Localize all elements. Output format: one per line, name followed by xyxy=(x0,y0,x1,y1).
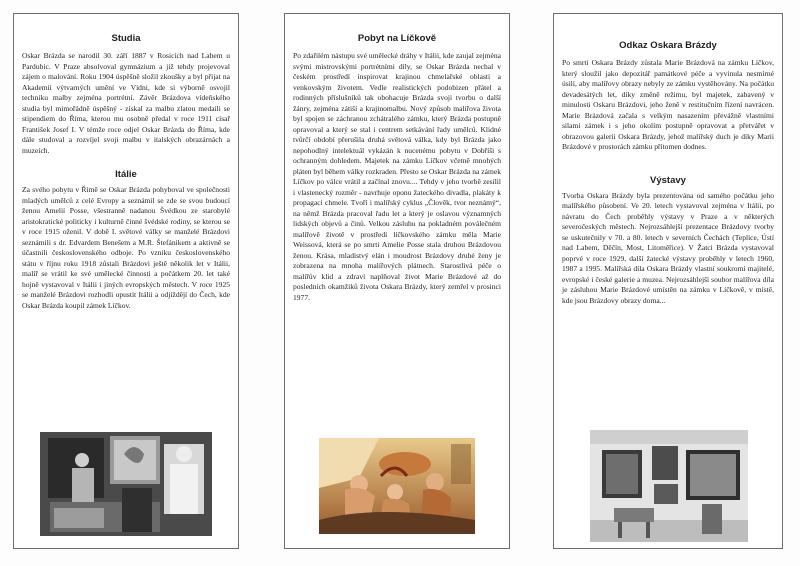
studia-heading: Studia xyxy=(111,33,141,44)
artist-in-studio-photo xyxy=(14,424,238,538)
pobyt-heading: Pobyt na Líčkově xyxy=(357,33,437,44)
vystavy-text: Tvorba Oskara Brázdy byla prezentována od samého počátku jeho malířského působení. Ve 20. letech vystavoval zejména v Itálii, po návratu do Čech proběhly výstavy v Praze a v některých severočeských městech. Nejrozsáhlejší prezentace Brázdovy tvorby se uskutečnily v 70. a 80. letech v severních Čechách (Teplice, Ústí nad Labem, Děčín, Most, Litoměřice). V Žatci Brázda vystavoval poprvé v roce 1929, další žatecké výstavy proběhly v letech 1960, 1987 a 1995. Malířská díla Oskara Brázdy vlastní soukromí majitelé, evropské i české galerie a muzea. Nejrozsáhlejší soubor malířova díla je zásluhou Marie Brázdové umístěn na zámku v Líčkově, v místě, kde jsou Brázdovy obrazy doma... xyxy=(562,190,774,305)
studia-text: Oskar Brázda se narodil 30. září 1887 v Rosicích nad Labem u Pardubic. V Praze absolvoval gymnázium a již tehdy projevoval zájem o malování. Roku 1904 úspěšně složil zkoušky a byl přijat na Akademii výtvarných umění ve Vídni, kde si výborně osvojil techniku malby zejména portrétní. Závěr Brázdova vídeňského studia byl mimořádně úspěšný - získal za malbu zlatou medaili se stipendiem do Říma, kterou mu osobně předal v roce 1911 císař František Josef I. V témže roce odjel Oskar Brázda do Říma, kde dále studoval a rozvíjel svoji malbu v italských obrazárnách a muzeích. xyxy=(22,51,230,155)
panel-odkaz-vystavy xyxy=(553,13,783,549)
odkaz-heading: Odkaz Oskara Brázdy xyxy=(619,40,717,51)
gallery-interior-photo xyxy=(554,424,782,546)
vystavy-heading: Výstavy xyxy=(650,174,686,186)
panel-pobyt xyxy=(284,13,510,549)
panel-studia-italie xyxy=(13,13,239,549)
pobyt-text: Po zdařilém nástupu své umělecké dráhy v Itálii, kde zaujal zejména svými mistrovskými portrétními díly, se Oskar Brázda nechal v českém prostředí inspirovat krajinou chmelařské oblasti a venkovským životem. Vedle realistických podobizen přátel a rodinných příslušníků tak obohacuje Brázda svoji tvorbu o další žánry, zejména zátiší a krajinomalbu. Nový způsob malířova života byl spojen se záchranou zchátralého zámku, který Brázda postupně opravoval a který se stal i centrem setkávání řady umělců. Klidné tvůrčí období přerušila druhá světová válka, kdy byl Brázda jako nepohodlný intelektuál vykázán k nucenému pobytu v Dobříši s ochranným dohledem. Majetek na zámku Líčkov včetně mnohých pláten byl během války rozkraden. Přesto se Oskar Brázda na zámek Líčkov po válce vrátil a začínal znovu.... Tehdy v jeho tvorbě zesílil i vlastenecký rozměr - navrhuje oponu žateckého divadla, plakáty k propagaci chmele. Tvoří i malířský cyklus „Člověk, tvor neznámý“, na němž Brázda pracoval řadu let a který je oslavou významných lidských objevů a činů. Velkou zásluhu na pokladném poválečném malířově životě v prostředí líčkovského zámku měla Marie Weissová, která se po smrti Amelie Posse stala druhou Brázdovou ženou. Krása, mladistvý elán i moudrost Brázdovy druhé ženy je zobrazena na mnoha malířových plátnech. Starostlivá péče o malířův klid a zdraví naplňoval život Marie Brázdové až do posledních okamžiků života Oskara Brázdy, který zemřel v prosinci 1977. xyxy=(293,51,501,302)
allegorical-painting xyxy=(285,424,509,538)
odkaz-text: Po smrti Oskara Brázdy zůstala Marie Brázdová na zámku Líčkov, který sloužil jako depozitář památkové péče a vyvinula nesmírné úsilí, aby malířovy obrazy nebyly ze zámku vystěhovány. Na počátku devadesátých let, díky změně režimu, byl majetek, zabavený v minulosti Oskaru Brázdovi, jeho ženě v restitučním řízení navrácen. Marie Brázdová začala s velkým nasazením převážně vlastními silami zámek i s jeho okolím postupně opravovat a přetvářet v obrazovou galerii Oskara Brázdy, jehož malířský duch je díky Marii Brázdové v prostorách zámku přítomen dodnes. xyxy=(562,58,774,151)
italie-heading: Itálie xyxy=(115,169,137,180)
italie-text: Za svého pobytu v Římě se Oskar Brázda pohyboval ve společnosti mladých umělců z celé Evropy a seznámil se zde se svou budoucí ženou Amelií Posse, všestranně nadanou Švédkou ze starobylé aristokratické politicky i kulturně činné švédské rodiny, se kterou se v roce 1915 oženil. V době I. světové války se manželé Brázdovi seznámili s dr. Edvardem Benešem a M.R. Štefánikem a aktivně se účastnili československého odboje. Po vzniku československého státu v říjnu roku 1918 zůstali Brázdovi ještě několik let v Itálii, malíř se vrátil ke své umělecké činnosti a počátkem 20. let také hojně vystavoval v Itálii i jiných evropských městech. V roce 1925 se manželé Brázdovi rozhodli opustit Itálii a odjíždějí do Čech, kde Oskar Brázda koupil zámek Líčkov. xyxy=(22,185,230,310)
